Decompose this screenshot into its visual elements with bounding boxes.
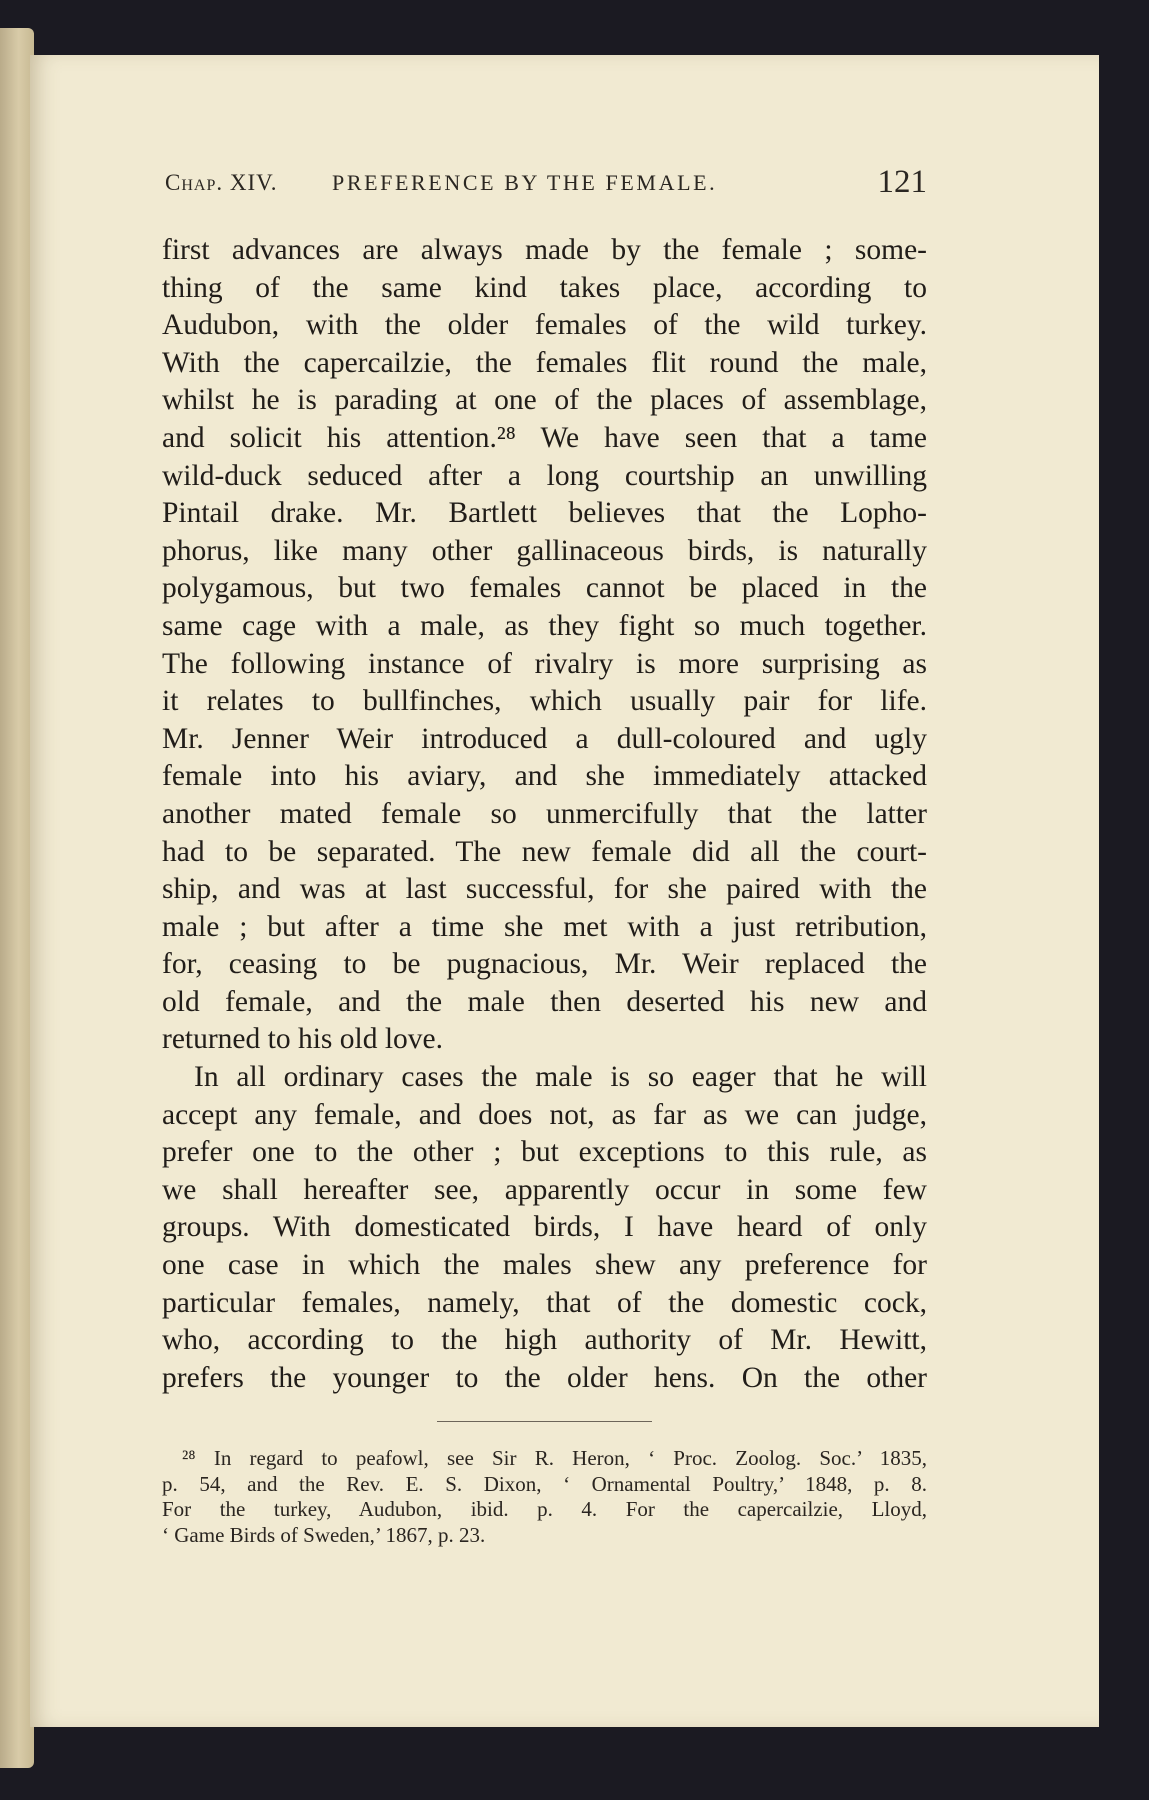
text-line: wild-duck seduced after a long courtship an unwilling [162,459,927,492]
footnote-line: For the turkey, Audubon, ibid. p. 4. For the capercailzie, Lloyd, [162,1497,927,1521]
text-line: another mated female so unmercifully that the latter [162,797,927,830]
footnote-line: ²⁸ In regard to peafowl, see Sir R. Heron, ‘ Proc. Zoolog. Soc.’ 1835, [182,1446,927,1470]
text-line: thing of the same kind takes place, according to [162,271,927,304]
text-line: had to be separated. The new female did all the court- [162,835,927,868]
text-line: Mr. Jenner Weir introduced a dull-coloured and ugly [162,722,927,755]
text-line: Pintail drake. Mr. Bartlett believes that the Lopho- [162,497,927,530]
footnote-line: p. 54, and the Rev. E. S. Dixon, ‘ Ornamental Poultry,’ 1848, p. 8. [162,1471,927,1496]
text-line: prefer one to the other ; but exceptions to this rule, as [162,1136,927,1169]
page-number: 121 [877,164,927,200]
text-line: female into his aviary, and she immediately attacked [162,760,927,793]
text-line: it relates to bullfinches, which usually pair for life. [162,685,927,718]
text-line: groups. With domesticated birds, I have heard of only [162,1211,927,1244]
text-line: The following instance of rivalry is more surprising as [162,647,927,680]
text-line: accept any female, and does not, as far as we can judge, [162,1098,927,1131]
paragraph-start-line: In all ordinary cases the male is so eager that he will [194,1061,927,1094]
text-line: same cage with a male, as they fight so much together. [162,609,927,642]
running-title: PREFERENCE BY THE FEMALE. [332,170,718,195]
footnote-line: ‘ Game Birds of Sweden,’ 1867, p. 23. [162,1522,486,1547]
text-line: whilst he is parading at one of the places of assemblage, [162,384,927,417]
text-line: With the capercailzie, the females flit round the male, [162,346,927,379]
text-line: ship, and was at last successful, for she paired with the [162,873,927,906]
text-line: phorus, like many other gallinaceous birds, is naturally [162,534,927,567]
text-line: we shall hereafter see, apparently occur in some few [162,1173,927,1206]
text-line: first advances are always made by the female ; some- [162,234,927,266]
text-line: for, ceasing to be pugnacious, Mr. Weir replaced the [162,948,927,981]
text-line: particular females, namely, that of the domestic cock, [162,1286,927,1319]
text-line: and solicit his attention.²⁸ We have seen that a tame [162,421,927,454]
text-line: one case in which the males shew any preference for [162,1249,927,1282]
text-line: prefers the younger to the older hens. On the other [162,1361,927,1394]
footnote-divider [437,1421,652,1422]
chapter-label: Chap. XIV. [165,170,278,195]
text-line: male ; but after a time she met with a just retribution, [162,910,927,943]
adjacent-page-edge [0,28,34,1768]
footnote [162,1446,927,1548]
text-line: old female, and the male then deserted his new and [162,985,927,1018]
text-line: polygamous, but two females cannot be placed in the [162,572,927,605]
body-text [162,232,927,1397]
text-line: who, according to the high authority of Mr. Hewitt, [162,1324,927,1357]
paragraph-end-line: returned to his old love. [162,1023,444,1056]
text-line: Audubon, with the older females of the wild turkey. [162,309,927,342]
running-head [165,164,927,210]
